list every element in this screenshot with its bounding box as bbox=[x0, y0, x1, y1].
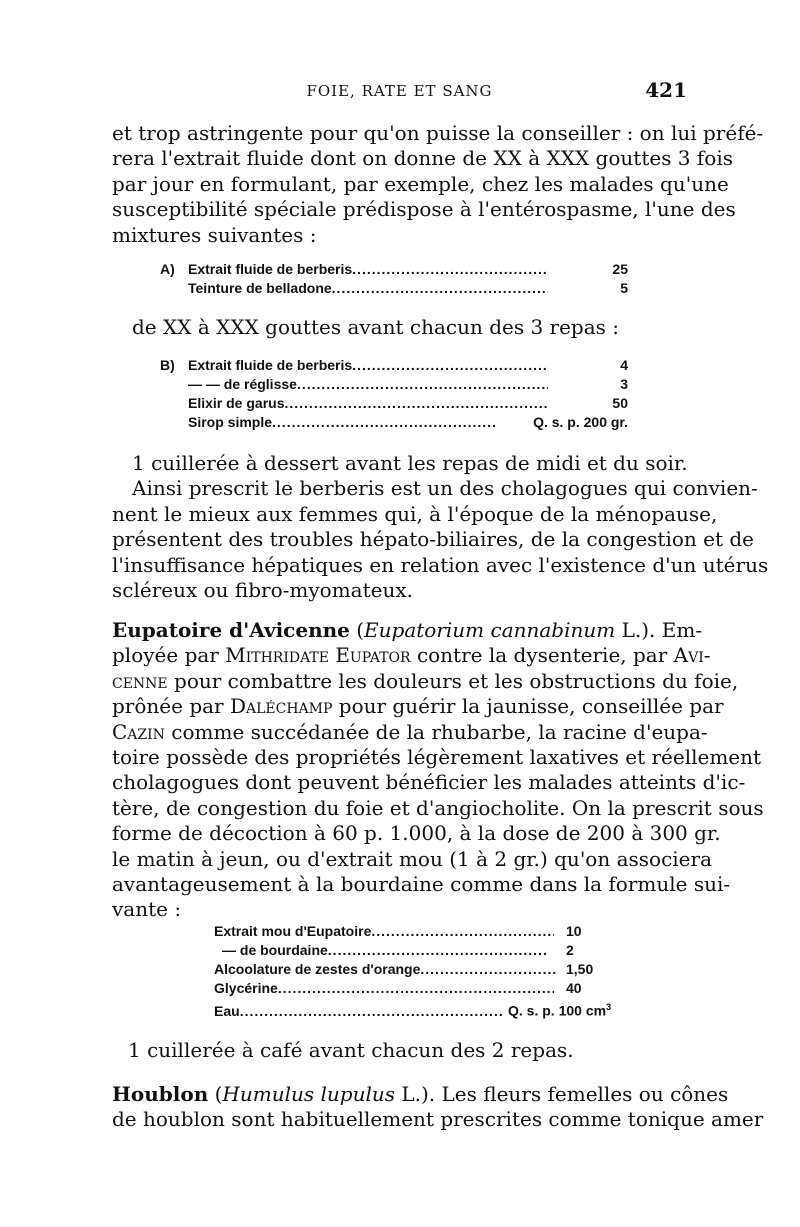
text-line: scléreux ou fibro-myomateux. bbox=[112, 578, 413, 603]
ingredient-qty: 50 bbox=[612, 395, 628, 411]
ingredient-qty: 40 bbox=[566, 980, 582, 996]
ingredient-label: Extrait mou d'Eupatoire bbox=[214, 923, 372, 939]
text-line: mixtures suivantes : bbox=[112, 222, 317, 247]
ingredient-label: Extrait fluide de berberis bbox=[188, 357, 353, 373]
leader-dots bbox=[272, 413, 496, 432]
text-line: présentent des troubles hépato-biliaires, de la congestion et de bbox=[112, 527, 755, 552]
paragraph-berberis-intro bbox=[112, 121, 764, 248]
unit-exponent: 3 bbox=[606, 1002, 612, 1012]
recipe-row bbox=[214, 979, 626, 998]
ingredient-qty: 1,50 bbox=[566, 961, 594, 977]
entry-term: Houblon bbox=[112, 1082, 209, 1106]
leader-dots bbox=[352, 356, 548, 375]
recipe-row bbox=[188, 375, 628, 394]
text-line: vante : bbox=[112, 897, 182, 922]
text-line: susceptibilité spéciale prédispose à l'entérospasme, l'une des bbox=[112, 197, 736, 222]
ingredient-label: Sirop simple bbox=[188, 414, 273, 430]
text-line: l'insuffisance hépatiques en relation avec l'existence d'un utérus bbox=[112, 552, 769, 577]
text-fragment: ). Em- bbox=[641, 618, 703, 642]
ingredient-label: — de bourdaine bbox=[222, 942, 328, 958]
ingredient-qty: 2 bbox=[566, 942, 574, 958]
qty-text: Q. s. p. 100 cm bbox=[508, 1002, 607, 1019]
recipe-row bbox=[214, 941, 626, 960]
text-line: nent le mieux aux femmes qui, à l'époque de la ménopause, bbox=[112, 501, 718, 526]
author-name: cenne bbox=[112, 668, 168, 693]
author-name: Daléchamp bbox=[229, 694, 333, 719]
ingredient-qty: 10 bbox=[566, 923, 582, 939]
author-name: Cazin bbox=[112, 719, 165, 744]
leader-dots bbox=[297, 375, 548, 394]
running-title: FOIE, RATE ET SANG bbox=[306, 82, 493, 100]
ingredient-qty: 25 bbox=[612, 261, 628, 277]
text-line bbox=[112, 643, 711, 668]
ingredient-label: Extrait fluide de berberis bbox=[188, 261, 353, 277]
author-abbrev: L. bbox=[621, 618, 642, 642]
text-line: de XX à XXX gouttes avant chacun des 3 repas : bbox=[132, 315, 620, 339]
text-fragment: prônée par bbox=[112, 694, 224, 719]
recipe-a bbox=[160, 260, 628, 298]
leader-dots bbox=[371, 922, 554, 941]
text-line: de houblon sont habituellement prescrites comme tonique amer bbox=[112, 1107, 764, 1132]
text-line bbox=[112, 719, 708, 745]
leader-dots bbox=[332, 279, 548, 298]
text-fragment: contre la dysenterie, par bbox=[416, 643, 668, 668]
recipe-row bbox=[188, 394, 628, 413]
text-line: et trop astringente pour qu'on puisse la conseiller : on lui préfé- bbox=[112, 121, 764, 145]
page-header bbox=[112, 78, 687, 106]
ingredient-qty: Q. s. p. 200 gr. bbox=[533, 414, 628, 430]
leader-dots bbox=[278, 979, 554, 998]
recipe-row bbox=[188, 413, 628, 432]
recipe-row bbox=[188, 279, 628, 298]
leader-dots bbox=[352, 260, 548, 279]
text-fragment: pour guérir la jaunisse, conseillée par bbox=[338, 694, 724, 719]
recipe-row bbox=[214, 998, 626, 1021]
ingredient-qty bbox=[504, 998, 626, 1021]
recipe-marker: B) bbox=[160, 357, 175, 373]
text-line: le matin à jeun, ou d'extrait mou (1 à 2 gr.) qu'on associera bbox=[112, 846, 712, 871]
ingredient-label: Teinture de belladone bbox=[188, 280, 332, 296]
leader-dots bbox=[420, 960, 556, 979]
text-line: par jour en formulant, par exemple, chez les malades qu'une bbox=[112, 171, 729, 196]
text-fragment: ). Les fleurs femelles ou cônes bbox=[421, 1082, 729, 1106]
text-line: Houblon (Humulus lupulus L.). Les fleurs femelles ou cônes bbox=[112, 1082, 729, 1106]
text-line: cholagogues dont peuvent bénéficier les malades atteints d'ic- bbox=[112, 770, 746, 795]
leader-dots bbox=[240, 1002, 504, 1021]
text-fragment: pour combattre les douleurs et les obstructions du foie, bbox=[174, 668, 739, 693]
text-line: Eupatoire d'Avicenne (Eupatorium cannabinum L.). Em- bbox=[112, 618, 703, 642]
text-line bbox=[112, 668, 739, 694]
ingredient-label: Glycérine bbox=[214, 980, 278, 996]
leader-dots bbox=[328, 941, 546, 960]
recipe-row bbox=[214, 922, 626, 941]
ingredient-qty: 3 bbox=[620, 376, 628, 392]
text-line: 1 cuillerée à café avant chacun des 2 repas. bbox=[128, 1038, 574, 1062]
author-name: Mithridate Eupator bbox=[225, 643, 411, 668]
ingredient-label: Elixir de garus bbox=[188, 395, 285, 411]
recipe-row bbox=[188, 260, 628, 279]
recipe-eupatoire bbox=[214, 922, 626, 1021]
ingredient-label: Eau bbox=[214, 1002, 240, 1019]
text-line: tère, de congestion du foie et d'angiocholite. On la prescrit sous bbox=[112, 795, 764, 820]
paragraph-berberis-usage bbox=[112, 451, 769, 603]
recipe-row bbox=[188, 356, 628, 375]
dose-line-a bbox=[132, 315, 692, 340]
ingredient-qty: 5 bbox=[620, 280, 628, 296]
latin-name: Eupatorium cannabinum bbox=[364, 618, 616, 642]
author-name: Avi- bbox=[673, 643, 711, 668]
text-fragment: ployée par bbox=[112, 643, 219, 668]
ingredient-label: Alcoolature de zestes d'orange bbox=[214, 961, 421, 977]
recipe-row bbox=[214, 960, 626, 979]
ingredient-qty: 4 bbox=[620, 357, 628, 373]
text-line: forme de décoction à 60 p. 1.000, à la dose de 200 à 300 gr. bbox=[112, 821, 721, 846]
dose-line-c bbox=[128, 1038, 688, 1063]
text-line: rera l'extrait fluide dont on donne de XX à XXX gouttes 3 fois bbox=[112, 146, 733, 171]
ingredient-label: — — de réglisse bbox=[188, 376, 297, 392]
author-abbrev: L. bbox=[401, 1082, 421, 1106]
text-line: toire possède des propriétés légèrement laxatives et réellement bbox=[112, 745, 762, 770]
paragraph-houblon bbox=[112, 1082, 764, 1133]
text-fragment: comme succédanée de la rhubarbe, la racine d'eupa- bbox=[171, 719, 708, 744]
latin-name: Humulus lupulus bbox=[222, 1082, 395, 1106]
paragraph-eupatoire bbox=[112, 618, 764, 923]
page-number: 421 bbox=[645, 78, 687, 102]
entry-term: Eupatoire d'Avicenne bbox=[112, 618, 350, 642]
text-line: avantageusement à la bourdaine comme dans la formule sui- bbox=[112, 872, 731, 897]
text-line: Ainsi prescrit le berberis est un des cholagogues qui convien- bbox=[132, 476, 758, 501]
recipe-b bbox=[160, 356, 628, 432]
text-line bbox=[112, 694, 724, 719]
text-line: 1 cuillerée à dessert avant les repas de midi et du soir. bbox=[132, 451, 688, 475]
leader-dots bbox=[284, 394, 548, 413]
recipe-marker: A) bbox=[160, 261, 175, 277]
